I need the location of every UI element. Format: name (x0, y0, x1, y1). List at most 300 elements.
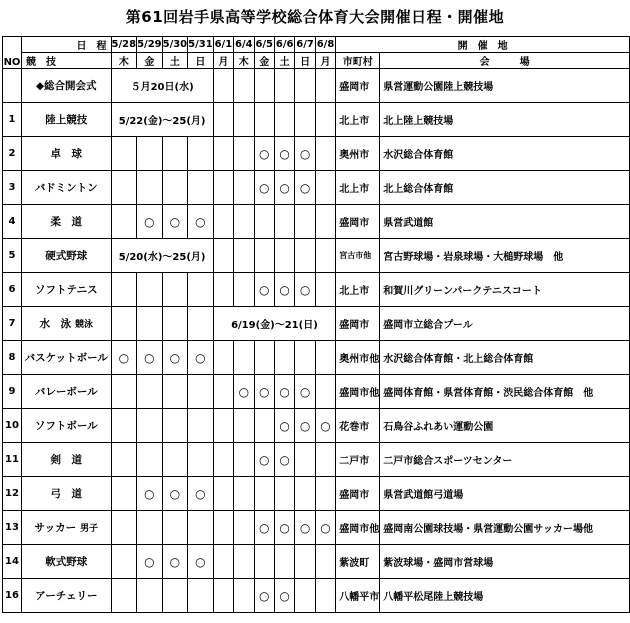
table-row (3, 239, 630, 273)
schedule-table (2, 36, 630, 613)
row-date-cell (188, 205, 214, 239)
row-date-cell (213, 137, 233, 171)
header-weekday: 金 (254, 53, 274, 69)
page-title: 第61回岩手県高等学校総合体育大会開催日程・開催地 (125, 8, 505, 26)
row-date-cell (162, 511, 188, 545)
row-sport (22, 443, 112, 477)
header-date: 6/8 (315, 37, 335, 53)
row-date-cell (188, 511, 214, 545)
table-row (3, 579, 630, 613)
row-date-span: ５月20日(水) (111, 69, 213, 103)
row-date-cell (188, 137, 214, 171)
header-date: 6/7 (295, 37, 315, 53)
header-weekday: 土 (274, 53, 294, 69)
header-date: 6/1 (213, 37, 233, 53)
scheduled-mark: ○ (195, 350, 206, 365)
row-city: 盛岡市 (336, 69, 380, 103)
sport-sub: 男子 (80, 524, 99, 534)
row-date-cell (162, 375, 188, 409)
row-date-cell (315, 477, 335, 511)
row-date-cell (234, 579, 254, 613)
row-date-cell (162, 443, 188, 477)
row-city: 宮古市他 (336, 239, 380, 273)
row-date-cell (254, 375, 274, 409)
row-city: 八幡平市 (336, 579, 380, 613)
scheduled-mark: ○ (279, 384, 290, 399)
row-date-cell (254, 545, 274, 579)
row-date-cell (315, 409, 335, 443)
row-date-cell (213, 409, 233, 443)
sport-name: バスケットボール (24, 352, 108, 364)
row-place: 水沢総合体育館 (380, 137, 630, 171)
row-date-cell (111, 511, 137, 545)
row-date-cell (295, 103, 315, 137)
row-date-cell (295, 137, 315, 171)
row-sport (22, 341, 112, 375)
scheduled-mark: ○ (169, 554, 181, 569)
row-date-cell (162, 205, 188, 239)
row-date-cell (295, 579, 315, 613)
row-city: 盛岡市他 (336, 511, 380, 545)
row-no: 13 (3, 511, 22, 545)
row-date-cell (254, 511, 274, 545)
row-date-cell (234, 239, 254, 273)
header-weekday: 月 (315, 53, 335, 69)
row-date-cell (315, 511, 335, 545)
row-date-cell (254, 409, 274, 443)
row-date-cell (137, 205, 163, 239)
scheduled-mark: ○ (279, 520, 290, 535)
row-no: 1 (3, 103, 22, 137)
sport-name: バレーボール (34, 386, 98, 398)
row-date-cell (234, 273, 254, 307)
row-date-cell (315, 103, 335, 137)
row-place: 盛岡南公園球技場・県営運動公園サッカー場他 (380, 511, 630, 545)
row-no: 3 (3, 171, 22, 205)
scheduled-mark: ○ (299, 418, 311, 433)
row-date-cell (213, 341, 233, 375)
row-date-cell (137, 409, 163, 443)
sport-name: 硬式野球 (45, 250, 88, 262)
sport-sub: 競泳 (75, 320, 94, 330)
row-date-cell (295, 273, 315, 307)
row-date-cell (274, 477, 294, 511)
row-date-cell (274, 273, 294, 307)
row-date-cell (213, 579, 233, 613)
scheduled-mark: ○ (258, 588, 270, 603)
row-date-cell (274, 443, 294, 477)
sport-name: ソフトボール (34, 420, 98, 432)
row-date-cell (162, 341, 188, 375)
scheduled-mark: ○ (258, 452, 270, 467)
row-date-cell (213, 103, 233, 137)
scheduled-mark: ○ (258, 520, 270, 535)
header-weekday: 日 (188, 53, 214, 69)
scheduled-mark: ○ (169, 350, 181, 365)
row-sport (22, 171, 112, 205)
row-sport (22, 69, 112, 103)
row-date-cell (188, 579, 214, 613)
row-sport (22, 307, 112, 341)
row-date-cell (295, 477, 315, 511)
row-date-cell (254, 579, 274, 613)
scheduled-mark: ○ (144, 554, 155, 569)
table-row (3, 545, 630, 579)
row-date-cell (274, 103, 294, 137)
row-date-cell (254, 103, 274, 137)
sport-name: バドミントン (34, 182, 98, 194)
row-date-cell (254, 477, 274, 511)
header-no: NO (3, 37, 22, 69)
row-date-cell (162, 273, 188, 307)
row-place: 県営運動公園陸上競技場 (380, 69, 630, 103)
header-weekday: 日 (295, 53, 315, 69)
sport-name: サッカー (34, 522, 77, 534)
header-date: 5/29 (137, 37, 163, 53)
row-date-cell (234, 443, 254, 477)
row-date-cell (188, 341, 214, 375)
row-date-cell (213, 545, 233, 579)
row-no: 12 (3, 477, 22, 511)
row-date-cell (254, 341, 274, 375)
row-place: 北上総合体育館 (380, 171, 630, 205)
row-date-cell (188, 171, 214, 205)
scheduled-mark: ○ (299, 520, 311, 535)
row-city: 盛岡市 (336, 477, 380, 511)
row-place: 盛岡体育館・県営体育館・渋民総合体育館 他 (380, 375, 630, 409)
row-date-cell (137, 341, 163, 375)
table-row (3, 103, 630, 137)
row-date-cell (254, 273, 274, 307)
sport-name: ◆総合開会式 (35, 80, 97, 92)
row-date-cell (162, 171, 188, 205)
scheduled-mark: ○ (320, 520, 331, 535)
header-date: 6/4 (234, 37, 254, 53)
row-place: 石鳥谷ふれあい運動公園 (380, 409, 630, 443)
row-no: 5 (3, 239, 22, 273)
row-date-cell (188, 477, 214, 511)
row-no: 11 (3, 443, 22, 477)
sport-name: 軟式野球 (45, 556, 88, 568)
row-sport (22, 273, 112, 307)
row-sport (22, 511, 112, 545)
row-date-cell (162, 477, 188, 511)
row-date-cell (315, 171, 335, 205)
row-sport (22, 137, 112, 171)
scheduled-mark: ○ (279, 282, 290, 297)
table-row (3, 477, 630, 511)
row-date-cell (254, 171, 274, 205)
row-date-cell (315, 239, 335, 273)
row-place: 宮古野球場・岩泉球場・大槌野球場 他 (380, 239, 630, 273)
header-date: 6/5 (254, 37, 274, 53)
row-city: 紫波町 (336, 545, 380, 579)
table-row (3, 409, 630, 443)
scheduled-mark: ○ (258, 180, 270, 195)
table-row (3, 137, 630, 171)
row-date-cell (274, 341, 294, 375)
scheduled-mark: ○ (144, 214, 155, 229)
row-sport (22, 409, 112, 443)
row-date-cell (295, 341, 315, 375)
row-date-cell (234, 545, 254, 579)
row-sport (22, 375, 112, 409)
row-place: 八幡平松尾陸上競技場 (380, 579, 630, 613)
scheduled-mark: ○ (195, 554, 206, 569)
row-date-cell (274, 239, 294, 273)
row-place: 和賀川グリーンパークテニスコート (380, 273, 630, 307)
scheduled-mark: ○ (258, 282, 270, 297)
row-sport (22, 103, 112, 137)
row-date-cell (234, 409, 254, 443)
row-sport (22, 545, 112, 579)
row-no: 7 (3, 307, 22, 341)
row-date-cell (274, 579, 294, 613)
row-date-cell (234, 511, 254, 545)
row-date-cell (315, 579, 335, 613)
row-date-cell (137, 477, 163, 511)
header-weekday: 月 (213, 53, 233, 69)
scheduled-mark: ○ (279, 588, 290, 603)
row-date-cell (274, 137, 294, 171)
row-date-cell (295, 511, 315, 545)
scheduled-mark: ○ (279, 418, 290, 433)
row-date-cell (162, 307, 188, 341)
row-date-cell (295, 171, 315, 205)
table-row (3, 273, 630, 307)
scheduled-mark: ○ (320, 418, 331, 433)
row-date-cell (315, 341, 335, 375)
row-no: 14 (3, 545, 22, 579)
row-place: 北上陸上競技場 (380, 103, 630, 137)
header-weekday: 木 (111, 53, 137, 69)
row-date-cell (213, 171, 233, 205)
scheduled-mark: ○ (258, 146, 270, 161)
row-date-cell (274, 409, 294, 443)
header-date: 6/6 (274, 37, 294, 53)
sport-name: 柔 道 (50, 216, 83, 228)
header-city: 市町村 (336, 53, 380, 69)
row-city: 盛岡市 (336, 205, 380, 239)
row-date-cell (295, 375, 315, 409)
scheduled-mark: ○ (299, 384, 311, 399)
row-date-cell (137, 443, 163, 477)
row-date-cell (315, 137, 335, 171)
sport-name: 剣 道 (50, 454, 83, 466)
row-city: 北上市 (336, 273, 380, 307)
row-no: 9 (3, 375, 22, 409)
table-row (3, 375, 630, 409)
row-date-cell (188, 443, 214, 477)
table-row (3, 171, 630, 205)
row-date-cell (162, 545, 188, 579)
row-date-span: 5/22(金)～25(月) (111, 103, 213, 137)
row-date-cell (315, 545, 335, 579)
row-date-cell (254, 69, 274, 103)
row-date-cell (315, 443, 335, 477)
row-city: 二戸市 (336, 443, 380, 477)
row-place: 盛岡市立総合プール (380, 307, 630, 341)
row-date-cell (213, 511, 233, 545)
row-date-cell (111, 443, 137, 477)
table-row (3, 69, 630, 103)
row-place: 県営武道館弓道場 (380, 477, 630, 511)
row-date-cell (295, 443, 315, 477)
header-sport: 競 技 (22, 53, 112, 69)
row-date-span: 5/20(水)～25(月) (111, 239, 213, 273)
row-no: 6 (3, 273, 22, 307)
row-place: 県営武道館 (380, 205, 630, 239)
table-row (3, 443, 630, 477)
scheduled-mark: ○ (144, 350, 155, 365)
row-date-cell (111, 273, 137, 307)
row-date-cell (213, 205, 233, 239)
sport-name: 水 泳 (39, 318, 72, 330)
scheduled-mark: ○ (169, 214, 181, 229)
row-no: 2 (3, 137, 22, 171)
row-date-cell (315, 69, 335, 103)
row-no: 10 (3, 409, 22, 443)
row-date-cell (111, 375, 137, 409)
row-city: 盛岡市 (336, 307, 380, 341)
sport-name: アーチェリー (35, 590, 98, 602)
row-date-cell (137, 273, 163, 307)
table-row (3, 205, 630, 239)
row-place: 二戸市総合スポーツセンター (380, 443, 630, 477)
row-date-cell (111, 545, 137, 579)
row-date-cell (274, 375, 294, 409)
row-date-cell (295, 409, 315, 443)
sport-name: 弓 道 (50, 488, 83, 500)
row-date-cell (111, 171, 137, 205)
row-no: 4 (3, 205, 22, 239)
row-date-cell (111, 341, 137, 375)
row-city: 盛岡市他 (336, 375, 380, 409)
header-venue: 開 催 地 (336, 37, 630, 53)
row-date-cell (111, 205, 137, 239)
row-date-cell (162, 579, 188, 613)
scheduled-mark: ○ (195, 214, 206, 229)
scheduled-mark: ○ (169, 486, 181, 501)
sport-name: ソフトテニス (34, 284, 98, 296)
row-date-cell (111, 477, 137, 511)
table-row (3, 307, 630, 341)
row-date-cell (234, 69, 254, 103)
row-sport (22, 239, 112, 273)
row-date-cell (111, 137, 137, 171)
row-date-cell (111, 307, 137, 341)
row-date-cell (213, 273, 233, 307)
sport-name: 陸上競技 (45, 114, 88, 126)
header-place: 会 場 (380, 53, 630, 69)
row-date-cell (274, 205, 294, 239)
row-date-cell (162, 137, 188, 171)
row-sport (22, 579, 112, 613)
row-city: 奥州市他 (336, 341, 380, 375)
row-date-cell (137, 545, 163, 579)
row-no: 16 (3, 579, 22, 613)
row-place: 紫波球場・盛岡市営球場 (380, 545, 630, 579)
row-no: 8 (3, 341, 22, 375)
row-date-cell (274, 545, 294, 579)
row-date-cell (213, 239, 233, 273)
scheduled-mark: ○ (279, 146, 290, 161)
header-date: 5/30 (162, 37, 188, 53)
table-row (3, 511, 630, 545)
row-date-cell (234, 375, 254, 409)
row-city: 奥州市 (336, 137, 380, 171)
row-city: 花巻市 (336, 409, 380, 443)
scheduled-mark: ○ (238, 384, 250, 399)
row-date-cell (254, 239, 274, 273)
row-date-cell (137, 511, 163, 545)
header-weekday: 金 (137, 53, 163, 69)
row-date-cell (137, 171, 163, 205)
row-date-cell (137, 307, 163, 341)
row-date-cell (315, 205, 335, 239)
row-date-cell (274, 69, 294, 103)
row-date-cell (254, 137, 274, 171)
header-weekday: 木 (234, 53, 254, 69)
row-date-cell (295, 205, 315, 239)
row-sport (22, 205, 112, 239)
scheduled-mark: ○ (279, 180, 290, 195)
row-date-cell (295, 545, 315, 579)
row-date-cell (188, 307, 214, 341)
row-date-cell (295, 239, 315, 273)
row-date-cell (295, 69, 315, 103)
scheduled-mark: ○ (118, 350, 130, 365)
row-date-cell (213, 69, 233, 103)
row-date-cell (274, 511, 294, 545)
scheduled-mark: ○ (299, 282, 311, 297)
header-date: 5/28 (111, 37, 137, 53)
row-date-cell (188, 545, 214, 579)
table-row (3, 341, 630, 375)
header-weekday: 土 (162, 53, 188, 69)
row-date-cell (162, 409, 188, 443)
row-date-cell (213, 375, 233, 409)
scheduled-mark: ○ (299, 146, 311, 161)
row-date-cell (188, 273, 214, 307)
row-date-cell (254, 443, 274, 477)
row-date-cell (188, 375, 214, 409)
row-date-cell (111, 579, 137, 613)
row-date-cell (254, 205, 274, 239)
row-date-cell (234, 171, 254, 205)
scheduled-mark: ○ (144, 486, 155, 501)
scheduled-mark: ○ (279, 452, 290, 467)
scheduled-mark: ○ (299, 180, 311, 195)
row-date-cell (188, 409, 214, 443)
row-date-cell (137, 579, 163, 613)
row-date-cell (137, 375, 163, 409)
row-date-cell (234, 341, 254, 375)
row-sport (22, 477, 112, 511)
header-date: 5/31 (188, 37, 214, 53)
row-date-cell (274, 171, 294, 205)
row-date-cell (213, 477, 233, 511)
row-date-cell (234, 137, 254, 171)
row-date-cell (234, 103, 254, 137)
scheduled-mark: ○ (195, 486, 206, 501)
row-date-cell (315, 273, 335, 307)
row-date-span: 6/19(金)～21(日) (213, 307, 336, 341)
row-no (3, 69, 22, 103)
row-date-cell (315, 375, 335, 409)
row-date-cell (213, 443, 233, 477)
row-place: 水沢総合体育館・北上総合体育館 (380, 341, 630, 375)
